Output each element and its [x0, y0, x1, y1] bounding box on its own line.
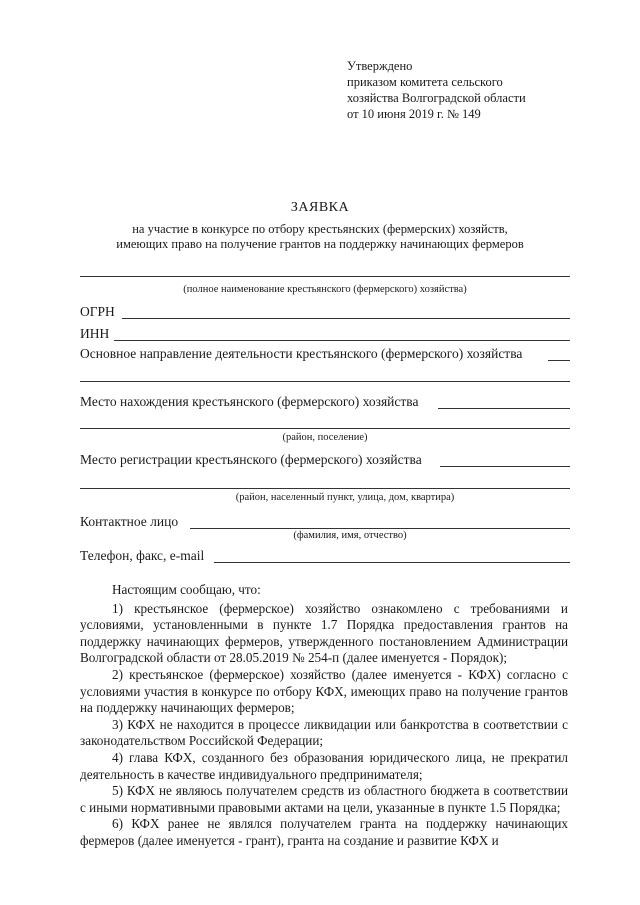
declaration-item-5: 5) КФХ не являюсь получателем средств из областного бюджета в соответствии с иными нормативными правовыми актами на цели, указанные в пункте 1.5 Порядка;: [80, 783, 568, 815]
contact-label: Контактное лицо: [80, 514, 179, 529]
registration-label: Место регистрации крестьянского (фермерского) хозяйства: [80, 452, 422, 467]
location-caption: (район, поселение): [282, 432, 368, 443]
subtitle-line-1: на участие в конкурсе по отбору крестьянских (фермерских) хозяйств,: [132, 222, 508, 236]
inn-field[interactable]: [114, 340, 570, 341]
ogrn-label: ОГРН: [80, 304, 115, 319]
activity-label: Основное направление деятельности крестьянского (фермерского) хозяйства: [80, 346, 523, 361]
approval-line-1: Утверждено: [347, 59, 413, 73]
subtitle-line-2: имеющих право на получение грантов на поддержку начинающих фермеров: [116, 237, 524, 251]
contact-caption: (фамилия, имя, отчество): [293, 530, 407, 541]
location-field[interactable]: [80, 428, 570, 429]
declaration-item-3: 3) КФХ не находится в процессе ликвидации или банкротства в соответствии с законодательством Российской Федерации;: [80, 716, 568, 749]
document-title: ЗАЯВКА: [290, 200, 350, 215]
declaration-item-2: 2) крестьянское (фермерское) хозяйство (далее именуется - КФХ) согласно с условиями участия в конкурсе по отбору КФХ, имеющих право на получение грантов на поддержку начинающих фермеров;: [80, 666, 568, 716]
farm-name-field[interactable]: [80, 276, 570, 277]
declaration-body: [80, 582, 568, 850]
farm-name-caption: (полное наименование крестьянского (фермерского) хозяйства): [183, 284, 467, 295]
approval-stamp: [347, 58, 526, 122]
approval-line-3: хозяйства Волгоградской области: [347, 91, 526, 105]
declaration-item-1: 1) крестьянское (фермерское) хозяйство ознакомлено с требованиями и условиями, установленными в пункте 1.7 Порядка предоставления грантов на поддержку начинающих фермеров, утвержденного постановлением Администрации Волгоградской области от 28.05.2019 № 254-п (далее именуется - Порядок);: [80, 600, 568, 666]
location-field-tail[interactable]: [438, 408, 570, 409]
registration-field-tail[interactable]: [440, 466, 570, 467]
registration-caption: (район, населенный пункт, улица, дом, квартира): [235, 492, 455, 503]
activity-field-tail[interactable]: [548, 360, 570, 361]
registration-field[interactable]: [80, 488, 570, 489]
inn-label: ИНН: [80, 326, 110, 341]
approval-line-4: от 10 июня 2019 г. № 149: [347, 107, 481, 121]
ogrn-field[interactable]: [122, 318, 570, 319]
location-label: Место нахождения крестьянского (фермерского) хозяйства: [80, 394, 419, 409]
declaration-item-4: 4) глава КФХ, созданного без образования юридического лица, не прекратил деятельность в качестве индивидуального предпринимателя;: [80, 749, 568, 782]
document-subtitle: [60, 222, 580, 252]
phone-field[interactable]: [214, 562, 570, 563]
phone-label: Телефон, факс, e-mail: [80, 548, 205, 563]
declaration-intro: Настоящим сообщаю, что:: [112, 582, 261, 597]
activity-field[interactable]: [80, 381, 570, 382]
contact-field[interactable]: [190, 528, 570, 529]
approval-line-2: приказом комитета сельского: [347, 75, 503, 89]
declaration-item-6: 6) КФХ ранее не являлся получателем гранта на поддержку начинающих фермеров (далее именуется - грант), гранта на создание и развитие КФХ и: [80, 816, 568, 848]
